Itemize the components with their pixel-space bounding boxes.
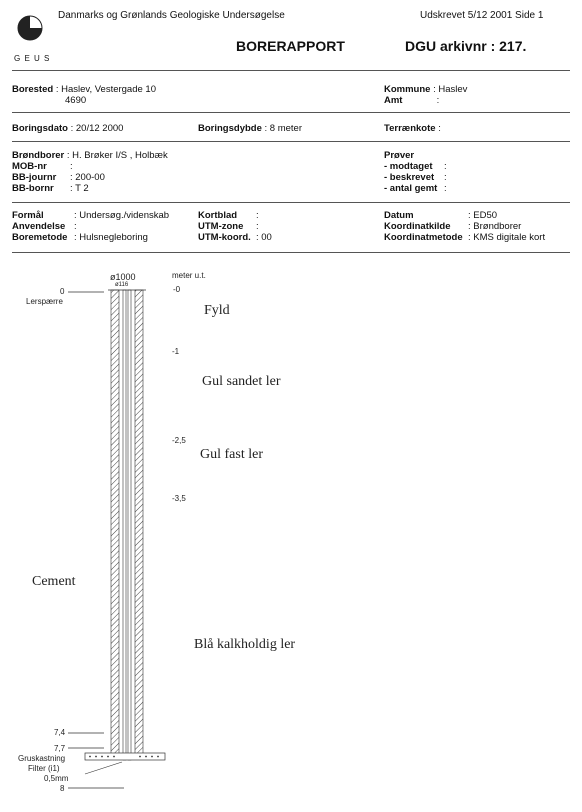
logo-text: G E U S [14, 54, 51, 63]
kommune-row [384, 84, 467, 95]
utmzone-label: UTM-zone [198, 221, 244, 232]
anvendelse-value: : [74, 221, 77, 232]
report-title: BORERAPPORT [236, 38, 345, 54]
casing-wall-left [111, 290, 119, 754]
boringsdybde-label: Boringsdybde [198, 123, 262, 134]
borehole-diagram [0, 262, 582, 812]
bbjournr-value: : 200-00 [70, 172, 105, 183]
kortblad-value: : [256, 210, 259, 221]
right-depth-25: -2,5 [172, 436, 186, 445]
divider-3 [12, 141, 570, 142]
boringsdato-row [12, 123, 123, 134]
anvendelse-label: Anvendelse [12, 221, 66, 232]
annotation-gruskastning: Gruskastning [18, 754, 66, 763]
left-depth-77: 7,7 [54, 744, 66, 753]
amt-label: Amt [384, 95, 403, 106]
annotation-lerspaerre: Lerspærre [26, 297, 63, 306]
formal-label: Formål [12, 210, 44, 221]
datum-label: Datum [384, 210, 414, 221]
terraenkote-value: : [438, 123, 441, 134]
prover-label: Prøver [384, 150, 415, 161]
modtaget-value: : [444, 161, 447, 172]
kommune-value: : Haslev [433, 84, 468, 95]
coord-block [384, 210, 545, 243]
geus-logo-icon [16, 14, 44, 42]
left-depth-0: 0 [60, 287, 65, 296]
koordinatkilde-value: : Brøndborer [468, 221, 522, 232]
koordinatmetode-label: Koordinatmetode [384, 232, 463, 243]
utmkoord-label: UTM-koord. [198, 232, 251, 243]
antal-gemt-label: - antal gemt [384, 183, 438, 194]
casing-wall-right [135, 290, 143, 754]
brondborer-label: Brøndborer [12, 150, 65, 161]
archive-number: DGU arkivnr : 217. [405, 38, 527, 54]
boresite-label: Borested [12, 84, 54, 95]
modtaget-label: - modtaget [384, 161, 433, 172]
divider-1 [12, 70, 570, 71]
boresite-row [12, 84, 156, 95]
right-depth-1: -1 [172, 347, 180, 356]
map-block [198, 210, 272, 243]
filter-leader [85, 762, 122, 774]
annotation-filter: Filter (i1) [28, 764, 60, 773]
inner-pipe-right [128, 290, 131, 760]
annotation-mesh: 0,5mm [44, 774, 69, 783]
annotation-cement: Cement [32, 574, 76, 589]
layer-gul-sandet-ler: Gul sandet ler [202, 374, 281, 389]
datum-value: : ED50 [468, 210, 498, 221]
brondborer-value: : H. Brøker I/S , Holbæk [66, 150, 168, 161]
left-depth-74: 7,4 [54, 728, 66, 737]
bbbornr-label: BB-bornr [12, 183, 54, 194]
utmzone-value: : [256, 221, 259, 232]
utmkoord-value: : 00 [256, 232, 272, 243]
kortblad-label: Kortblad [198, 210, 238, 221]
terraenkote-label: Terrænkote [384, 123, 436, 134]
org-name: Danmarks og Grønlands Geologiske Undersøgelse [58, 10, 285, 21]
layer-gul-fast-ler: Gul fast ler [200, 447, 263, 462]
geus-logo [16, 14, 44, 42]
filter-box [85, 753, 165, 760]
kommune-label: Kommune [384, 84, 431, 95]
boringsdybde-value: : 8 meter [264, 123, 303, 134]
right-depth-35: -3,5 [172, 494, 186, 503]
printed-date: Udskrevet 5/12 2001 Side 1 [420, 10, 544, 21]
driller-block [12, 150, 168, 194]
purpose-block [12, 210, 169, 243]
bbjournr-label: BB-journr [12, 172, 57, 183]
boringsdato-label: Boringsdato [12, 123, 68, 134]
boresite-value: : Haslev, Vestergade 10 [55, 84, 156, 95]
divider-2 [12, 112, 570, 113]
inner-pipe-left [123, 290, 126, 760]
samples-block [384, 150, 447, 194]
boringsdato-value: : 20/12 2000 [70, 123, 124, 134]
divider-4 [12, 202, 570, 203]
divider-5 [12, 252, 570, 253]
terraenkote-row [384, 123, 441, 134]
mob-label: MOB-nr [12, 161, 47, 172]
boremetode-value: : Hulsnegleboring [74, 232, 148, 243]
koordinatkilde-label: Koordinatkilde [384, 221, 451, 232]
boringsdybde-row [198, 123, 302, 134]
right-depth-0: -0 [173, 285, 181, 294]
beskrevet-value: : [444, 172, 447, 183]
formal-value: : Undersøg./videnskab [74, 210, 170, 221]
beskrevet-label: - beskrevet [384, 172, 435, 183]
left-depth-8: 8 [60, 784, 65, 793]
antal-gemt-value: : [444, 183, 447, 194]
diameter-inner: ø116 [115, 282, 129, 288]
mob-value: : [70, 161, 73, 172]
boremetode-label: Boremetode [12, 232, 68, 243]
amt-value: : [436, 95, 440, 106]
amt-row [384, 95, 439, 106]
layer-fyld: Fyld [204, 303, 230, 318]
bbbornr-value: : T 2 [70, 183, 89, 194]
koordinatmetode-value: : KMS digitale kort [468, 232, 546, 243]
layer-bla-kalkholdig-ler: Blå kalkholdig ler [194, 637, 296, 652]
meter-unit: meter u.t. [172, 271, 206, 280]
postal-code: 4690 [65, 95, 87, 106]
diameter-outer: ø1000 [110, 272, 136, 282]
